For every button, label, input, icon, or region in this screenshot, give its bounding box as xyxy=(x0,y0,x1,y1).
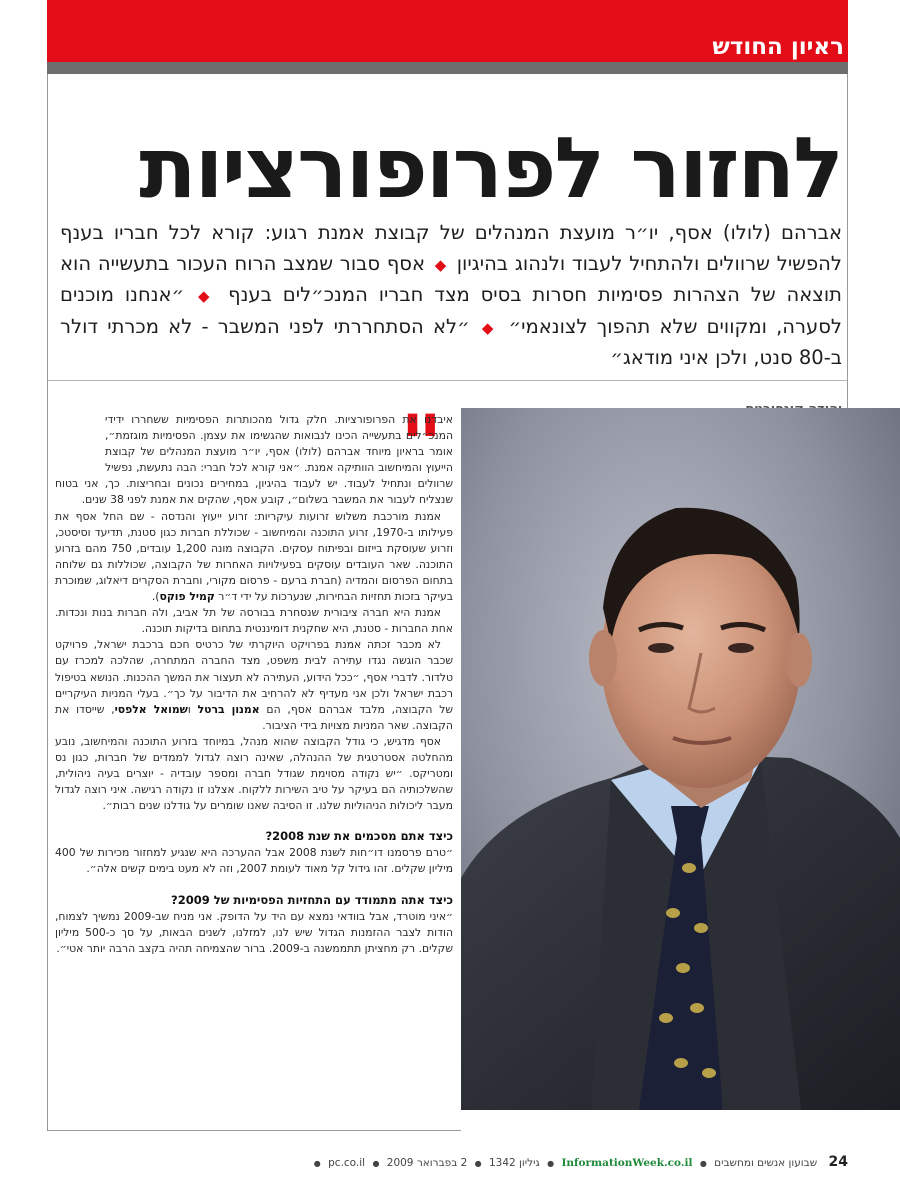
body-paragraph: אסף מדגיש, כי גודל הקבוצה שהוא מנהל, במיוחד בזרוע התוכנה והמיחשוב, נובע מהחלטה אסטרטגית של ההנהלה, שאינה רוצה לגדול לממדים של חברות, כגון נס ומטריקס. ״יש נקודה מסוימת שגודל חברה ומספר עובדיה - יוצרים בעיה ניהולית, שהשלכותיה הם בעיקר על טיב השירות ללקוח. אצלנו זו נקודה רגישה. איני רוצה לגדול מעבר ליכולות הניהוליות שלנו. זו הסיבה שאנו שומרים על גודלנו שנים רבות״. xyxy=(55,734,453,813)
opening-quote-mark: " xyxy=(400,398,443,494)
diamond-bullet-icon: ◆ xyxy=(198,287,215,305)
page-footer xyxy=(310,1154,848,1170)
site-link-2[interactable]: pc.co.il xyxy=(328,1157,366,1169)
lead-part-3: ״אנחנו מוכנים לסערה, ומקווים שלא תהפוך לצונאמי״ xyxy=(60,283,842,338)
issue-number: גיליון 1342 xyxy=(488,1157,540,1169)
body-text: ו xyxy=(187,702,198,716)
lead-part-2: אסף סבור שמצב הרוח העכור בתעשייה הוא תוצאה של הצהרות פסימיות חסרות בסיס מצד חבריו המנכ״לים בענף xyxy=(60,251,842,306)
body-text: לא מכבר זכתה אמנת בפרויקט היוקרתי של כרטיס חכם ברכבת ישראל, פרויקט שכבר הוגשה נגדו עתירה לבית משפט, מצד החברה המתחרה, שהלכה למכרז עם טלדור. לדברי אסף, ״ככל הידוע, העתירה לא תעצור את המשך ההכנות. הנושא בטיפול רכבת ישראל ולכן אני מעדיף לא להרחיב את הדיבור על כך״. בעלי המניות העיקריים של הקבוצה, מלבד אברהם אסף, הם xyxy=(55,638,453,716)
publication-name: שבועון אנשים ומחשבים xyxy=(714,1157,818,1169)
section-label: ראיון החודש xyxy=(712,34,844,60)
interview-question: כיצד אתם מסכמים את שנת 2008? xyxy=(265,829,453,844)
article-lead xyxy=(60,218,842,374)
article-body xyxy=(55,412,453,1117)
body-paragraph xyxy=(55,637,453,734)
dot-separator-icon: ● xyxy=(313,1159,321,1168)
site-link[interactable]: InformationWeek.co.il xyxy=(561,1157,693,1169)
interview-answer: ״איני מוטרד, אבל בוודאי נמצא עם היד על הדופק. אני מניח שב-2009 נמשיך לצמוח, הודות לצבר ההזמנות הגדול שיש לנו, למזלנו, לשנים הבאות, על סך כ-500 מיליון שקלים. רק מחציתן תתממשנה ב-2009. ברור שהצמיחה תהיה בקצב הרבה יותר אטי״. xyxy=(55,909,453,955)
person-name: שמואל אלפסי xyxy=(114,702,188,716)
body-paragraph: אמנת היא חברה ציבורית שנסחרת בבורסה של תל אביב, ולה חברות בנות ונכדות. אחת החברות - סטנת, היא שחקנית דומיננטית בתחום בדיקות תוכנה. xyxy=(55,606,453,636)
body-paragraph xyxy=(55,509,453,606)
dot-separator-icon: ● xyxy=(372,1159,380,1168)
page-number: 24 xyxy=(828,1154,848,1170)
frame-right-rule xyxy=(847,74,848,408)
header-underline-bar xyxy=(47,62,848,74)
section-header-bar xyxy=(47,0,848,62)
body-text: ). xyxy=(151,590,160,604)
frame-bottom-rule xyxy=(47,1130,461,1131)
interview-answer: ״טרם פרסמנו דו״חות לשנת 2008 אבל ההערכה היא שנגיע למחזור מכירות של 400 מיליון שקלים. זהו גידול קל מאוד לעומת 2007, וזה לא מעט בימים קשים אלה״. xyxy=(55,846,453,876)
dot-separator-icon: ● xyxy=(699,1159,707,1168)
dot-separator-icon: ● xyxy=(474,1159,482,1168)
portrait-photo xyxy=(461,408,900,1110)
diamond-bullet-icon: ◆ xyxy=(481,318,497,337)
issue-date: 2 בפברואר 2009 xyxy=(386,1157,468,1169)
body-paragraph: איבדנו את הפרופורציות. חלק גדול מהכותרות הפסימיות ששחררו ידידי המנכ״לים בתעשייה הכינו לנבואות שהגשימו את עצמן. הפסימיות מוגזמת״, אומר בראיון מיוחד אברהם (לולו) אסף, יו״ר מועצת המנהלים של קבוצת הייעוץ והמיחשוב הוותיקה אמנת. ״אני קורא לכל חברי: הבה נתעשת, נפשיל שרוולים ונתחיל לעבוד. יש לעבוד בהיגיון, במחירים נכונים ובחריצות. כך, אני בטוח שנצליח לעבור את המשבר בשלום״, קובע אסף, שהקים את אמנת לפני 38 שנים. xyxy=(55,413,453,507)
frame-left-rule xyxy=(47,74,48,1131)
article-headline: לחזור לפרופורציות xyxy=(139,119,842,217)
body-text: אמנת מורכבת משלוש זרועות עיקריות: זרוע ייעוץ והנדסה - שם החל אסף את פעילותו ב-1970, זרוע התוכנה והמיחשוב - שכוללת חברות כגון סטנת, תדיעד וסיסטכ, וזרוע שעוסקת בייזום ובפיתוח עסקים. הקבוצה מונה 1,200 עובדים, 750 מהם בזרוע התוכנה. שאר העובדים עוסקים בפעילויות האחרות של הקבוצה, שכוללות גם שלוחה בתחום הפרסום והמדיה (חברת ברעם - פרסום מקורי, וחברת הסקרים דיאלוג, שמוכרת בעיקר בזכות תחזיות הבחירות, שנערכות על ידי ד״ר xyxy=(55,509,453,604)
dot-separator-icon: ● xyxy=(547,1159,555,1168)
interview-question: כיצד אתה מתמודד עם התחזיות הפסימיות של 2009? xyxy=(171,892,453,907)
lead-divider xyxy=(48,380,847,381)
person-name: אמנון ברטל xyxy=(197,702,260,716)
person-name: קמיל פוקס xyxy=(159,590,215,604)
quote-spacer xyxy=(55,412,105,472)
lead-part-1: אברהם (לולו) אסף, יו״ר מועצת המנהלים של קבוצת אמנת רגוע: קורא לכל חבריו בענף להפשיל שרוולים ולהתחיל לעבוד ולנהוג בהיגיון xyxy=(60,221,842,275)
diamond-bullet-icon: ◆ xyxy=(434,255,447,274)
body-text: , שייסדו את הקבוצה. שאר המניות מצויות בידי הציבור. xyxy=(55,702,453,732)
lead-part-4: ״לא הסתחררתי לפני המשבר - לא מכרתי דולר ב-80 סנט, ולכן איני מודאג״ xyxy=(60,314,842,369)
